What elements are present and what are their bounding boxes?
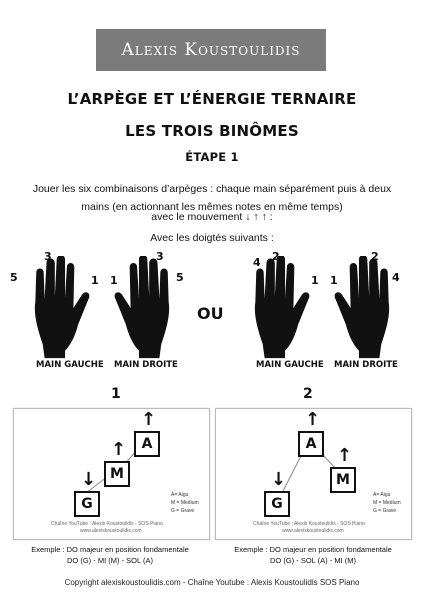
finger-number: 1 [311, 274, 319, 287]
note-box-grave: G [264, 491, 290, 517]
finger-number: 1 [110, 274, 118, 287]
channel-credit: Chaîne YouTube : Alexis Koustoulidis - SOS Piano [253, 521, 365, 527]
sub-title: LES TROIS BINÔMES [125, 122, 299, 140]
channel-credit: Chaîne YouTube : Alexis Koustoulidis - SOS Piano [51, 521, 163, 527]
arrow-up-icon: ↑ [111, 439, 127, 460]
diagram-number: 2 [303, 386, 313, 402]
finger-number: 5 [176, 271, 184, 284]
author-name: Alexis Koustoulidis [121, 40, 301, 60]
left-hand-label: MAIN GAUCHE [36, 360, 104, 370]
finger-number: 3 [156, 250, 164, 263]
finger-number: 2 [371, 250, 379, 263]
note-box-aigu: A [298, 431, 324, 457]
author-banner [96, 29, 326, 71]
right-hand-icon [104, 256, 186, 364]
note-box-aigu: A [134, 431, 160, 457]
left-hand-label: MAIN GAUCHE [256, 360, 324, 370]
main-title: L’ARPÈGE ET L’ÉNERGIE TERNAIRE [67, 90, 357, 108]
finger-number: 1 [330, 274, 338, 287]
example-text: Exemple : DO majeur en position fondamentale DO (G) - SOL (A) - MI (M) [234, 545, 392, 565]
right-hand-label: MAIN DROITE [334, 360, 398, 370]
instructions-text: Jouer les six combinaisons d’arpèges : chaque main séparément puis à deux mains (en actionnant les mêmes notes en même temps) [32, 183, 392, 213]
finger-number: 5 [10, 271, 18, 284]
diagram-number: 1 [111, 386, 121, 402]
finger-number: 4 [253, 256, 261, 269]
left-hand-icon [18, 256, 100, 364]
arrow-up-icon: ↑ [305, 409, 321, 430]
movement-text: avec le mouvement ↓ ↑ ↑ : [151, 211, 273, 223]
legend: A= Aigu M = Medium G = Grave [171, 492, 199, 514]
arrow-up-icon: ↑ [141, 409, 157, 430]
note-box-grave: G [74, 491, 100, 517]
copyright-footer: Copyright alexiskoustoulidis.com - Chaîne Youtube : Alexis Koustoulidis SOS Piano [64, 578, 360, 587]
site-credit: www.alexiskoustoulidis.com [282, 528, 344, 534]
note-box-medium: M [104, 461, 130, 487]
or-separator: OU [197, 304, 224, 323]
finger-number: 3 [44, 250, 52, 263]
finger-number: 4 [392, 271, 400, 284]
arrow-down-icon: ↓ [81, 469, 97, 490]
fingerings-text: Avec les doigtés suivants : [150, 232, 274, 244]
step-label: ÉTAPE 1 [185, 150, 239, 164]
note-box-medium: M [330, 467, 356, 493]
finger-number: 1 [91, 274, 99, 287]
diagram-frame [215, 408, 412, 540]
right-hand-label: MAIN DROITE [114, 360, 178, 370]
finger-number: 2 [272, 250, 280, 263]
diagram-frame [13, 408, 210, 540]
legend: A= Aigu M = Medium G = Grave [373, 492, 401, 514]
example-text: Exemple : DO majeur en position fondamentale DO (G) - MI (M) - SOL (A) [31, 545, 189, 565]
left-hand-icon [238, 256, 320, 364]
arrow-down-icon: ↓ [271, 469, 287, 490]
arrow-up-icon: ↑ [337, 445, 353, 466]
site-credit: www.alexiskoustoulidis.com [80, 528, 142, 534]
